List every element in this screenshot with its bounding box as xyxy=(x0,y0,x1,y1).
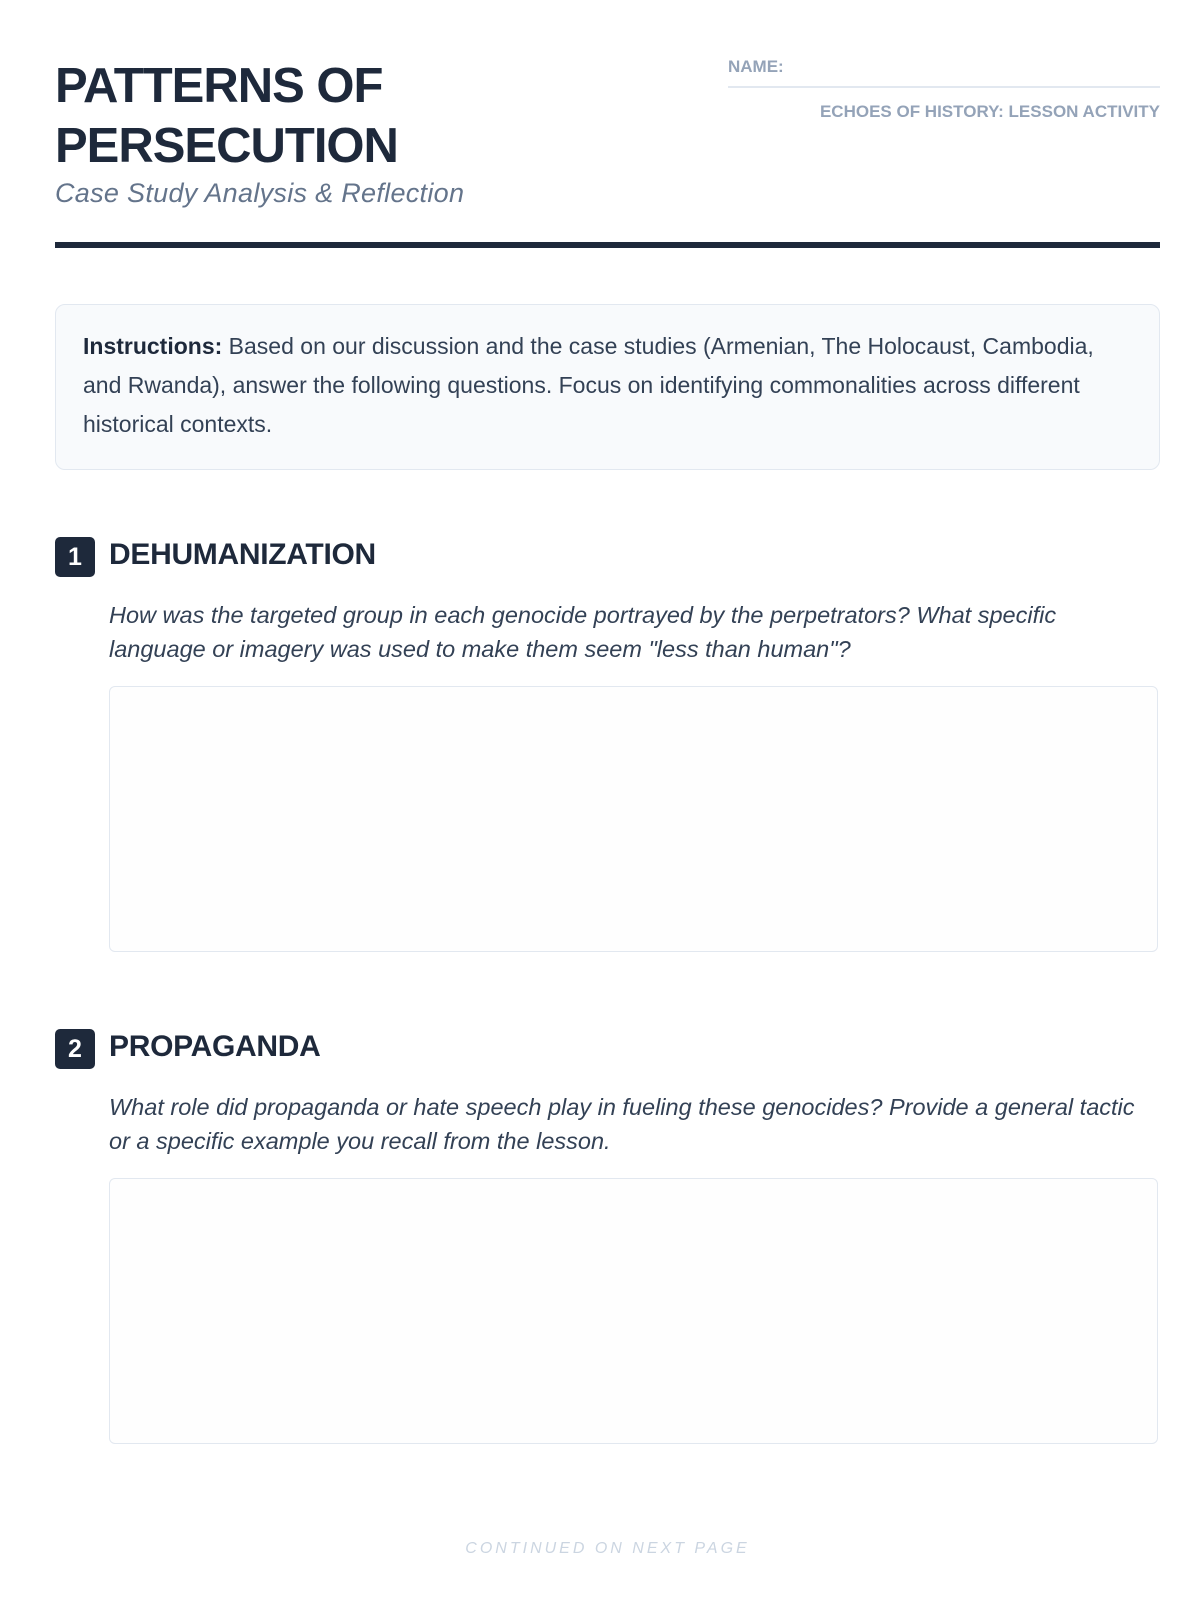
instructions-lead: Instructions: xyxy=(83,333,223,359)
footer-continued: CONTINUED ON NEXT PAGE xyxy=(465,1540,750,1557)
worksheet-page xyxy=(55,0,1160,1600)
question-number-badge: 1 xyxy=(55,537,95,577)
header-divider xyxy=(55,242,1160,248)
name-field[interactable] xyxy=(728,54,1160,88)
question-prompt: What role did propaganda or hate speech play in fueling these genocides? Provide a general tactic or a specific example you recall from the lesson. xyxy=(109,1094,1135,1154)
page-title: PATTERNS OF PERSECUTION xyxy=(55,59,398,173)
question-prompt: How was the targeted group in each genocide portrayed by the perpetrators? What specific language or imagery was used to make them seem "less than human"? xyxy=(109,602,1057,662)
instructions-text: Based on our discussion and the case studies (Armenian, The Holocaust, Cambodia, and Rwanda), answer the following questions. Focus on identifying commonalities across different historical contexts. xyxy=(83,333,1094,437)
lesson-label: ECHOES OF HISTORY: LESSON ACTIVITY xyxy=(819,102,1160,121)
question-title: PROPAGANDA xyxy=(109,1030,321,1063)
answer-box-dehumanization[interactable] xyxy=(109,686,1158,952)
instructions-box xyxy=(55,304,1160,470)
name-label: NAME: xyxy=(728,57,784,76)
question-number-badge: 2 xyxy=(55,1029,95,1069)
question-title: DEHUMANIZATION xyxy=(109,538,376,571)
answer-box-propaganda[interactable] xyxy=(109,1178,1158,1444)
page-subtitle: Case Study Analysis & Reflection xyxy=(55,178,465,208)
